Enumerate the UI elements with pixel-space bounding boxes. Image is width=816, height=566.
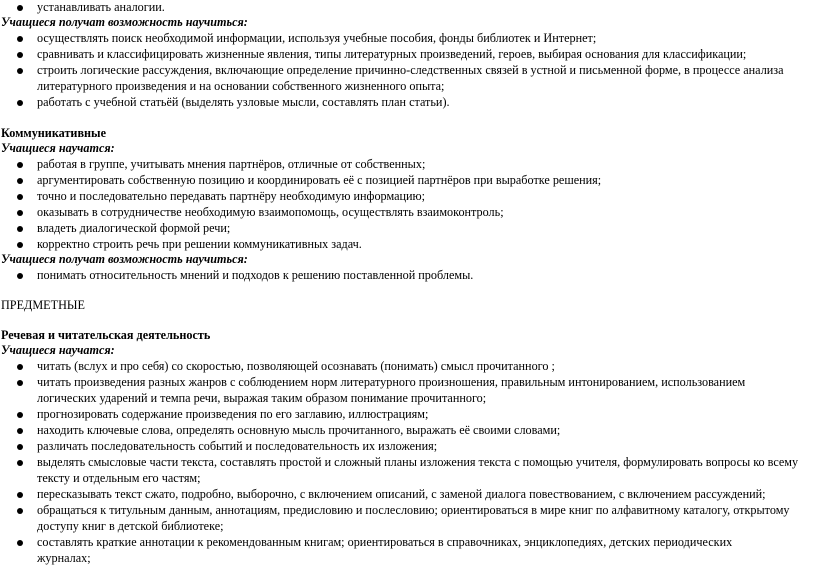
bullet-icon [17,52,23,58]
line-text: пересказывать текст сжато, подробно, выборочно, с включением описаний, с заменой диалога повествованием, с включением рассуждений; [37,487,766,501]
line-text: устанавливать аналогии. [37,0,165,14]
bullet-item [37,95,450,110]
subheading [1,252,248,267]
line-text: точно и последовательно передавать партнёру необходимую информацию; [37,189,426,203]
bullet-item [37,375,745,390]
line-text: журналах; [37,551,91,565]
line-text: тексту и отдельным его частям; [37,471,201,485]
bullet-item [37,503,790,518]
bullet-icon [17,68,23,74]
bullet-icon [17,242,23,248]
bullet-icon [17,412,23,418]
bullet-item [37,455,798,470]
bullet-item [37,535,732,550]
line-text: Учащиеся научатся: [1,141,115,155]
bullet-item [37,268,473,283]
bullet-item [37,487,766,502]
bullet-icon [17,364,23,370]
bullet-item [37,173,601,188]
bullet-icon [17,460,23,466]
line-text: сравнивать и классифицировать жизненные явления, типы литературных произведений, героев, выбирая основания для классификации; [37,47,747,61]
bullet-icon [17,194,23,200]
line-text: Учащиеся получат возможность научиться: [1,15,248,29]
bullet-icon [17,100,23,106]
line-text: выделять смысловые части текста, составлять простой и сложный планы изложения текста с помощью учителя, формулировать вопросы ко всему [37,455,799,469]
bullet-icon [17,36,23,42]
line-text: Речевая и читательская деятельность [1,328,211,342]
line-text: доступу книг в детской библиотеке; [37,519,224,533]
bullet-item [37,221,230,236]
bullet-icon [17,380,23,386]
line-text: работать с учебной статьёй (выделять узловые мысли, составлять план статьи). [37,95,450,109]
bullet-item [37,47,746,62]
subheading [1,343,115,358]
subheading [1,15,248,30]
bullet-item [37,157,425,172]
section-heading [1,328,210,343]
line-text: Учащиеся получат возможность научиться: [1,252,248,266]
line-text: логических ударений и темпа речи, выражая таким образом понимание прочитанного; [37,391,487,405]
bullet-item [37,205,504,220]
line-text: строить логические рассуждения, включающие определение причинно-следственных связей в устной и письменной форме, в процессе анализа [37,63,784,77]
line-text: работая в группе, учитывать мнения партнёров, отличные от собственных; [37,157,426,171]
line-text: осуществлять поиск необходимой информации, используя учебные пособия, фонды библиотек и Интернет; [37,31,597,45]
bullet-icon [17,428,23,434]
section-title [1,298,85,313]
bullet-icon [17,226,23,232]
line-text: прогнозировать содержание произведения по его заглавию, иллюстрациям; [37,407,429,421]
line-text: аргументировать собственную позицию и координировать её с позицией партнёров при выработке решения; [37,173,602,187]
subheading [1,141,115,156]
bullet-item [37,423,560,438]
line-text: корректно строить речь при решении коммуникативных задач. [37,237,362,251]
line-text: Коммуникативные [1,126,106,140]
line-text: читать произведения разных жанров с соблюдением норм литературного произношения, правильным интонированием, использованием [37,375,746,389]
bullet-item [37,63,784,78]
bullet-icon [17,444,23,450]
line-text: находить ключевые слова, определять основную мысль прочитанного, выражать её своими словами; [37,423,561,437]
bullet-icon [17,273,23,279]
bullet-item [37,189,425,204]
bullet-icon [17,178,23,184]
line-text: составлять краткие аннотации к рекомендованным книгам; ориентироваться в справочниках, энциклопедиях, детских периодических [37,535,733,549]
line-text: Учащиеся научатся: [1,343,115,357]
bullet-item [37,237,362,252]
bullet-item [37,439,437,454]
line-text: обращаться к титульным данным, аннотациям, предисловию и послесловию; ориентироваться в мире книг по алфавитному каталогу, открытому [37,503,790,517]
bullet-item [37,31,596,46]
bullet-item-continuation [37,471,201,486]
bullet-icon [17,5,23,11]
line-text: читать (вслух и про себя) со скоростью, позволяющей осознавать (понимать) смысл прочитанного ; [37,359,555,373]
line-text: ПРЕДМЕТНЫЕ [1,298,85,312]
bullet-item [37,407,428,422]
section-heading [1,126,106,141]
bullet-icon [17,210,23,216]
bullet-item-continuation [37,391,486,406]
line-text: оказывать в сотрудничестве необходимую взаимопомощь, осуществлять взаимоконтроль; [37,205,504,219]
line-text: владеть диалогической формой речи; [37,221,231,235]
bullet-icon [17,508,23,514]
line-text: понимать относительность мнений и подходов к решению поставленной проблемы. [37,268,474,282]
line-text: литературного произведения и на основании собственного жизненного опыта; [37,79,445,93]
line-text: различать последовательность событий и последовательность их изложения; [37,439,438,453]
bullet-icon [17,492,23,498]
bullet-item [37,0,165,15]
bullet-item [37,359,555,374]
bullet-icon [17,540,23,546]
bullet-item-continuation [37,519,224,534]
bullet-item-continuation [37,79,444,94]
bullet-icon [17,162,23,168]
